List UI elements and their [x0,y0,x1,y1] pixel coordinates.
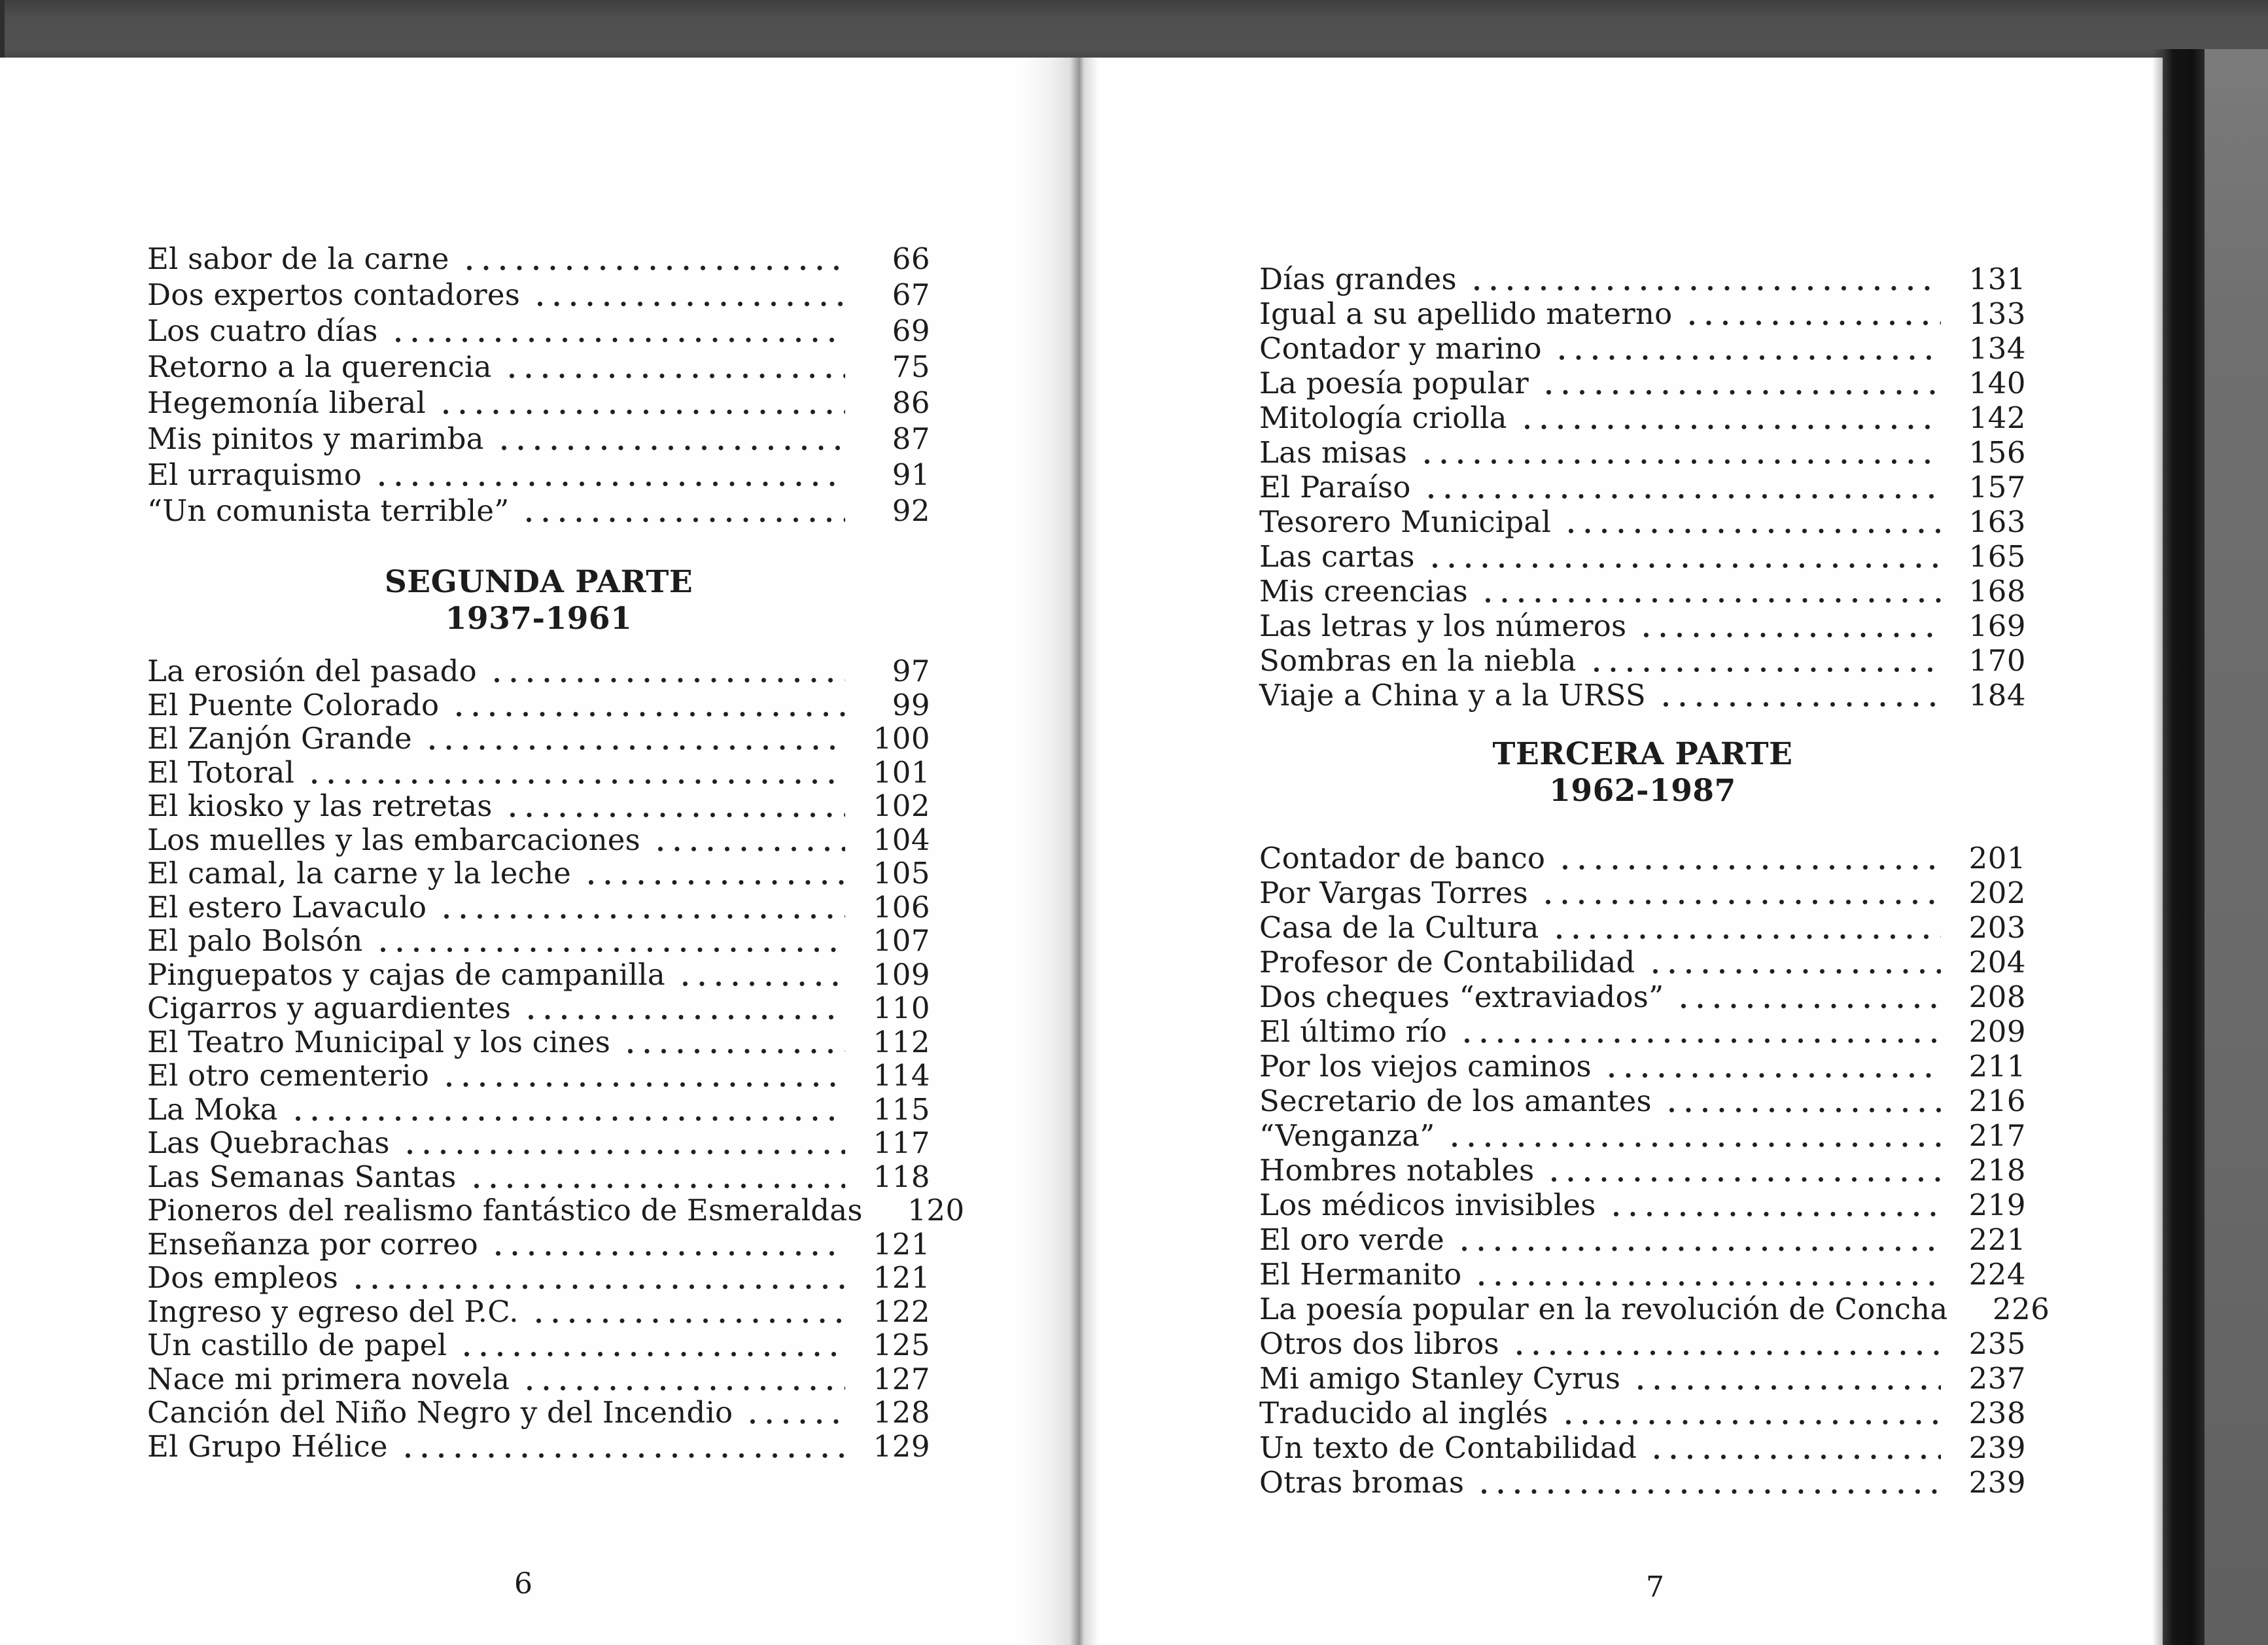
toc-entry [1259,643,2026,678]
toc-entry-title: Otros dos libros [1259,1326,1499,1361]
dot-leader [446,1082,845,1088]
toc-entry [147,457,930,493]
toc-entry [147,857,930,891]
toc-entry-page: 128 [873,1395,930,1430]
toc-entry [1259,1396,2026,1430]
dot-leader [380,947,846,953]
toc-entry-page: 102 [873,788,930,824]
toc-entry-page: 208 [1968,979,2026,1014]
toc-entry [147,958,930,992]
dot-leader [1609,1072,1941,1078]
toc-entry [1259,262,2026,296]
toc-entry-page: 216 [1968,1083,2026,1118]
dot-leader [474,1183,845,1189]
dot-leader [1474,285,1941,291]
toc-entry [1259,910,2026,945]
toc-entry-title: El kiosko y las retretas [147,788,493,824]
toc-entry-title: Los médicos invisibles [1259,1187,1596,1222]
toc-entry-title: “Un comunista terrible” [147,493,510,528]
toc-entry-page: 110 [873,991,930,1026]
dot-leader [1565,1419,1941,1425]
dot-leader [1432,563,1941,569]
toc-entry-title: Las letras y los números [1259,608,1627,643]
toc-entry [1259,296,2026,331]
toc-entry-title: Un texto de Contabilidad [1259,1430,1637,1465]
dot-leader [527,1385,845,1391]
dot-leader [1516,1350,1941,1356]
toc-entry-title: El otro cementerio [147,1058,430,1093]
toc-entry [1259,1257,2026,1292]
toc-entry-title: La poesía popular en la revolución de Concha [1259,1291,1948,1326]
toc-entry-page: 142 [1968,400,2026,435]
toc-entry [147,385,930,421]
toc-entry [147,1295,930,1329]
dot-leader [1637,1385,1941,1390]
toc-entry [147,1396,930,1430]
toc-entry-title: Cigarros y aguardientes [147,991,511,1026]
dot-leader [295,1116,845,1122]
toc-entry [147,756,930,790]
dot-leader [464,1351,845,1357]
dot-leader [1551,1176,1941,1182]
dot-leader [1424,459,1941,465]
dot-leader [1428,493,1941,499]
toc-entry-page: 109 [873,957,930,992]
toc-entry-title: El Totoral [147,754,295,790]
dot-leader [1452,1142,1941,1148]
dot-leader [1654,1454,1941,1460]
toc-entry [1259,331,2026,366]
toc-entry-title: El palo Bolsón [147,923,363,959]
toc-entry-page: 157 [1968,469,2026,504]
toc-entry-title: Las Semanas Santas [147,1159,457,1194]
toc-entry [1259,1188,2026,1222]
toc-entry-page: 86 [892,385,930,420]
dot-leader [1568,528,1941,534]
toc-entry-page: 217 [1968,1118,2026,1153]
dot-leader [627,1048,845,1054]
scanner-background-right [2205,49,2268,1645]
toc-entry-title: Mis pinitos y marimba [147,421,484,456]
toc-entry [1259,539,2026,574]
dot-leader [1524,424,1941,430]
toc-entry-page: 120 [907,1193,965,1228]
toc-entry [1259,1430,2026,1465]
toc-entry [147,1261,930,1295]
toc-entry-title: Hegemonía liberal [147,385,426,420]
dot-leader [1652,968,1941,974]
toc-entry-page: 134 [1968,330,2026,366]
toc-entry [147,421,930,457]
toc-entry-title: Mitología criolla [1259,400,1507,435]
toc-entry-title: Mis creencias [1259,573,1468,609]
toc-entry [1259,470,2026,504]
toc-entry-page: 209 [1968,1014,2026,1049]
toc-entry-title: Casa de la Cultura [1259,910,1539,945]
toc-entry-page: 165 [1968,539,2026,574]
toc-entry-page: 127 [873,1361,930,1396]
toc-entry [1259,678,2026,713]
dot-leader [379,481,845,487]
toc-entry [147,277,930,313]
toc-entry [1259,1326,2026,1361]
toc-entry [147,313,930,349]
dot-leader [429,745,845,751]
toc-entry [147,1328,930,1362]
toc-entry [147,654,930,688]
toc-entry [1259,1118,2026,1153]
dot-leader [536,1318,845,1324]
toc-entry-page: 92 [892,493,930,528]
toc-entry-title: Días grandes [1259,261,1457,296]
toc-entry [147,789,930,823]
dot-leader [456,711,845,717]
toc-entry-title: Mi amigo Stanley Cyrus [1259,1360,1621,1396]
dot-leader [1485,597,1941,603]
toc-entry [1259,609,2026,643]
toc-entry [1259,1084,2026,1118]
toc-entry-page: 114 [873,1058,930,1093]
toc-entry-page: 226 [1993,1291,2050,1326]
toc-entry [1259,1465,2026,1500]
left-page-number: 6 [514,1567,532,1601]
toc-entry-title: “Venganza” [1259,1118,1435,1153]
toc-entry-page: 237 [1968,1360,2026,1396]
toc-entry-title: Dos expertos contadores [147,277,521,312]
toc-entry-page: 218 [1968,1152,2026,1188]
toc-entry-title: Igual a su apellido materno [1259,296,1673,331]
toc-entry-page: 211 [1968,1048,2026,1084]
scanner-top-band [0,0,2268,58]
toc-entry [147,1093,930,1127]
part-heading-title: SEGUNDA PARTE [384,564,693,600]
toc-entry-title: Nace mi primera novela [147,1361,510,1396]
toc-entry-title: Sombras en la niebla [1259,643,1577,678]
toc-entry-page: 131 [1968,261,2026,296]
toc-entry [1259,980,2026,1014]
toc-entry-title: Dos empleos [147,1260,339,1296]
toc-entry-title: Por los viejos caminos [1259,1048,1592,1084]
toc-entry [1259,1361,2026,1396]
dot-leader [526,517,845,523]
toc-entry-title: El camal, la carne y la leche [147,856,571,891]
toc-entry-page: 97 [892,654,930,689]
toc-entry-page: 118 [873,1159,930,1194]
dot-leader [528,1014,845,1020]
toc-entry-page: 105 [873,856,930,891]
dot-leader [444,913,845,919]
dot-leader [657,846,845,852]
toc-entry-title: El Paraíso [1259,469,1411,504]
toc-entry-page: 104 [873,822,930,857]
dot-leader [1546,389,1941,395]
dot-leader [1478,1281,1941,1286]
toc-entry-title: Otras bromas [1259,1464,1465,1500]
toc-entry-title: Pinguepatos y cajas de campanilla [147,957,665,992]
toc-entry [147,1430,930,1464]
dot-leader [1545,899,1941,905]
toc-entry-page: 112 [873,1024,930,1059]
toc-entry [147,1228,930,1262]
toc-entry-page: 67 [892,277,930,312]
toc-entry [1259,1014,2026,1049]
toc-entry [147,991,930,1025]
toc-entry-page: 129 [873,1428,930,1464]
toc-entry [147,1160,930,1194]
part-heading-years: 1962-1987 [1549,773,1736,809]
toc-section-segunda-parte [147,654,965,1464]
dot-leader [1663,701,1941,707]
dot-leader [311,779,845,785]
toc-entry [1259,1153,2026,1188]
part-heading-segunda [147,564,930,637]
toc-entry-page: 100 [873,721,930,756]
toc-entry-title: Contador de banco [1259,840,1546,876]
toc-entry [147,891,930,925]
toc-entry [147,1059,930,1093]
toc-entry [147,924,930,958]
right-page-number: 7 [1646,1570,1664,1604]
toc-entry [1259,945,2026,980]
toc-entry [1259,574,2026,609]
toc-entry-title: Dos cheques “extraviados” [1259,979,1664,1014]
dot-leader [495,1250,845,1256]
dot-leader [466,265,845,271]
toc-entry-page: 106 [873,889,930,925]
toc-entry-page: 121 [873,1226,930,1262]
dot-leader [588,879,845,885]
toc-entry-page: 184 [1968,677,2026,713]
toc-entry-title: El Zanjón Grande [147,721,412,756]
toc-entry-page: 133 [1968,296,2026,331]
toc-entry [1259,876,2026,910]
toc-entry-title: Profesor de Contabilidad [1259,944,1635,980]
dot-leader [1681,1003,1941,1009]
dot-leader [1669,1107,1941,1113]
dot-leader [407,1149,845,1155]
dot-leader [395,337,846,343]
toc-entry-page: 122 [873,1294,930,1329]
dot-leader [1689,320,1941,326]
toc-entry-page: 235 [1968,1326,2026,1361]
toc-entry-page: 204 [1968,944,2026,980]
toc-entry-title: Retorno a la querencia [147,349,492,384]
toc-entry-page: 219 [1968,1187,2026,1222]
toc-entry-page: 101 [873,754,930,790]
dot-leader [1613,1211,1941,1217]
dot-leader [1461,1246,1941,1252]
toc-entry-title: Traducido al inglés [1259,1395,1548,1430]
dot-leader [1594,667,1941,673]
toc-entry-title: El estero Lavaculo [147,889,427,925]
toc-entry [1259,366,2026,400]
toc-entry [1259,1222,2026,1257]
toc-entry [1259,1049,2026,1084]
toc-entry-title: Enseñanza por correo [147,1226,478,1262]
toc-entry-page: 140 [1968,365,2026,400]
dot-leader [509,373,845,379]
toc-entry [1259,435,2026,470]
toc-entry [147,1193,965,1228]
dot-leader [682,981,845,987]
toc-entry-page: 238 [1968,1395,2026,1430]
toc-entry-title: El urraquismo [147,457,362,492]
toc-entry-page: 221 [1968,1222,2026,1257]
dot-leader [750,1419,845,1424]
toc-entry [1259,841,2026,876]
toc-entry-page: 75 [892,349,930,384]
toc-entry-page: 107 [873,923,930,959]
toc-entry [147,823,930,857]
toc-entry-page: 66 [892,241,930,276]
part-heading-title: TERCERA PARTE [1492,736,1793,772]
toc-entry-page: 168 [1968,573,2026,609]
toc-entry-title: Pioneros del realismo fantástico de Esmeraldas [147,1193,863,1228]
toc-entry-page: 170 [1968,643,2026,678]
toc-entry [1259,400,2026,435]
toc-entry-page: 115 [873,1091,930,1127]
toc-entry-title: La erosión del pasado [147,654,477,689]
toc-entry-page: 121 [873,1260,930,1296]
part-heading-years: 1937-1961 [445,601,633,637]
toc-entry [147,1025,930,1059]
toc-entry-title: Las cartas [1259,539,1415,574]
toc-entry [147,1362,930,1396]
toc-entry-title: Por Vargas Torres [1259,875,1528,910]
toc-entry-page: 156 [1968,434,2026,470]
toc-entry-page: 91 [892,457,930,492]
dot-leader [1464,1038,1941,1044]
toc-entry-page: 87 [892,421,930,456]
toc-entry-page: 99 [892,687,930,722]
toc-entry [147,722,930,756]
toc-entry [147,349,930,385]
toc-entry-title: El oro verde [1259,1222,1444,1257]
toc-entry-title: El Hermanito [1259,1256,1462,1292]
toc-entry-title: La Moka [147,1091,278,1127]
toc-section-tercera-parte [1259,840,2050,1500]
toc-entry-page: 203 [1968,910,2026,945]
part-heading-tercera [1259,736,2026,809]
dot-leader [1556,934,1941,940]
toc-entry-title: El Puente Colorado [147,687,440,722]
toc-entry-page: 201 [1968,840,2026,876]
dot-leader [355,1284,845,1290]
dot-leader [510,812,845,818]
toc-entry-title: Contador y marino [1259,330,1542,366]
toc-entry-title: Secretario de los amantes [1259,1083,1652,1118]
toc-entry [147,1126,930,1160]
toc-entry [1259,1291,2050,1326]
toc-entry-title: Los muelles y las embarcaciones [147,822,640,857]
dot-leader [1562,864,1941,870]
page-gutter-shadow [1021,58,1106,1645]
toc-entry-page: 169 [1968,608,2026,643]
toc-entry-page: 239 [1968,1430,2026,1465]
toc-section-first-part-tail [147,241,930,529]
toc-entry-title: Tesorero Municipal [1259,504,1552,539]
dot-leader [501,445,845,451]
toc-entry [147,241,930,277]
toc-entry [147,688,930,722]
toc-entry-page: 239 [1968,1464,2026,1500]
dot-leader [537,301,845,307]
toc-entry-page: 125 [873,1328,930,1363]
toc-entry-title: Las misas [1259,434,1407,470]
toc-entry-title: El Teatro Municipal y los cines [147,1024,610,1059]
toc-entry-title: Ingreso y egreso del P.C. [147,1294,519,1329]
toc-entry-title: La poesía popular [1259,365,1529,400]
toc-entry-page: 117 [873,1125,930,1161]
toc-entry-title: El Grupo Hélice [147,1428,388,1464]
dot-leader [1481,1489,1941,1495]
toc-entry-page: 202 [1968,875,2026,910]
dot-leader [405,1453,845,1459]
toc-entry-title: Viaje a China y a la URSS [1259,677,1646,713]
toc-entry-title: El último río [1259,1014,1448,1049]
toc-entry-page: 224 [1968,1256,2026,1292]
toc-entry [1259,504,2026,539]
toc-entry-title: Hombres notables [1259,1152,1535,1188]
dot-leader [443,409,845,415]
toc-entry-page: 69 [892,313,930,348]
toc-section-segunda-parte-tail [1259,262,2026,713]
dot-leader [1559,355,1941,361]
toc-entry-title: El sabor de la carne [147,241,449,276]
dot-leader [494,677,845,683]
toc-entry-page: 163 [1968,504,2026,539]
toc-entry-title: Un castillo de papel [147,1328,447,1363]
toc-entry-title: Los cuatro días [147,313,378,348]
toc-entry-title: Las Quebrachas [147,1125,390,1161]
toc-entry [147,493,930,529]
toc-entry-title: Canción del Niño Negro y del Incendio [147,1395,733,1430]
dot-leader [1643,632,1941,638]
book-page-edge [2163,49,2205,1645]
